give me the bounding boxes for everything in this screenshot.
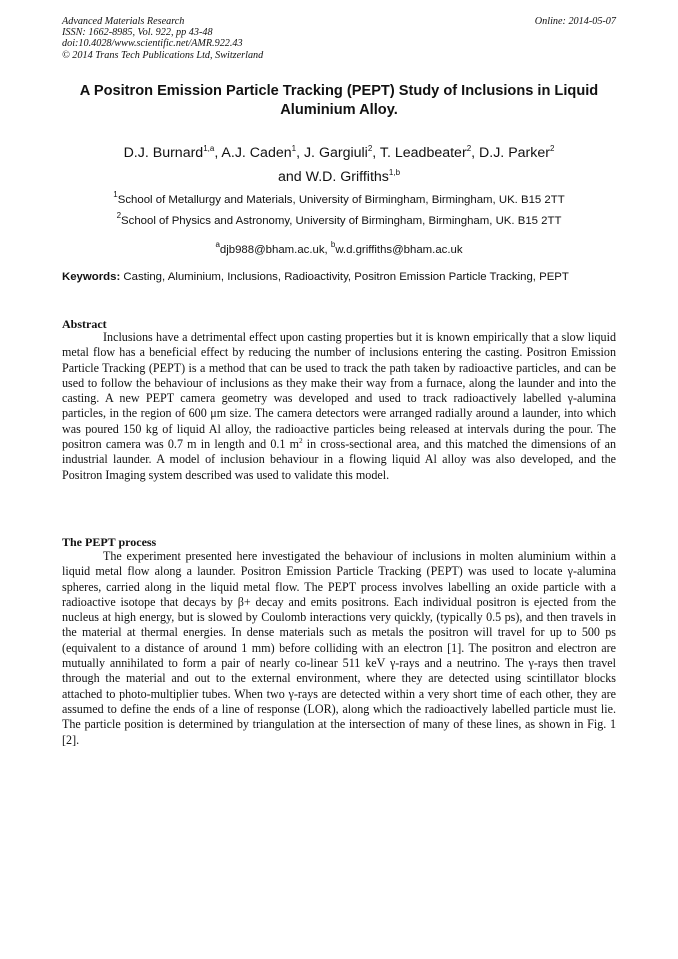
- abstract-heading: Abstract: [62, 317, 107, 331]
- keywords-label: Keywords:: [62, 271, 121, 283]
- keywords: [62, 270, 616, 285]
- author-name: , J. Gargiuli: [296, 145, 368, 161]
- doi: doi:10.4028/www.scientific.net/AMR.922.43: [62, 38, 243, 50]
- email-b[interactable]: w.d.griffiths@bham.ac.uk: [335, 244, 463, 256]
- abstract-sup: 2: [299, 437, 303, 446]
- affiliation-text: School of Physics and Astronomy, University of Birmingham, Birmingham, UK. B15 2TT: [121, 215, 562, 227]
- email-sup: a: [215, 240, 220, 249]
- affiliation-sup: 2: [116, 211, 122, 220]
- author-sup: 2: [466, 144, 472, 153]
- author-name: D.J. Burnard: [123, 145, 204, 161]
- author-line-2: [62, 165, 616, 189]
- author-list: [62, 141, 616, 189]
- copyright: © 2014 Trans Tech Publications Ltd, Switzerland: [62, 49, 264, 61]
- affiliation-1: [62, 190, 616, 207]
- affiliation-text: School of Metallurgy and Materials, University of Birmingham, Birmingham, UK. B15 2TT: [117, 194, 565, 206]
- abstract-paragraph: [62, 330, 616, 483]
- online-date: Online: 2014-05-07: [534, 16, 616, 27]
- pept-paragraph: The experiment presented here investigated the behaviour of inclusions in molten aluminium within a liquid metal flow along a launder. Positron Emission Particle Tracking (PEPT) was used to locate γ-alumina spheres, carried along in the liquid metal flow. The PEPT process involves labelling an oxide particle with a radioactive isotope that decays by β+ decay and emits positrons. Each individual positron is ejected from the nucleus at high energy, but is slowed by Coulomb interactions very quickly, (typically 0.5 ps), and then travels in the material at thermal energies. In dense materials such as metals the positron will travel for up to 500 ps (equivalent to a distance of around 1 mm) before colliding with an electron [1]. The positron and electron are mutually annihilated to form a pair of nearly co-linear 511 keV γ-rays and a neutrino. The γ-rays then travel through the material and out to the external environment, where they are detected using scintillator blocks attached to photo-multiplier tubes. When two γ-rays are detected within a very short time of each other, they are assumed to define the ends of a line of response (LOR), along which the radioactively labelled particle must lie. The particle position is determined by triangulation at the intersection of many of these lines, as shown in Fig. 1 [2].: [62, 549, 616, 747]
- email-a[interactable]: djb988@bham.ac.uk,: [219, 244, 331, 256]
- issn: ISSN: 1662-8985, Vol. 922, pp 43-48: [62, 27, 213, 39]
- abstract-text-end: in cross-sectional area, and this matched the dimensions of an industrial launder. A model of inclusion behaviour in a flowing liquid Al alloy was also developed, and the Positron Imaging system described was used to validate this model.: [62, 437, 617, 482]
- affiliation-2: [62, 211, 616, 228]
- author-sup: 1: [291, 144, 297, 153]
- author-emails: [62, 240, 616, 257]
- author-sup: 1,b: [388, 168, 401, 177]
- author-sup: 2: [549, 144, 555, 153]
- author-line-1: [62, 141, 616, 165]
- abstract-text: Inclusions have a detrimental effect upon casting properties but it is known empirically that a slow liquid metal flow has a beneficial effect by reducing the number of inclusions entering the casting. Positron Emission Particle Tracking (PEPT) is a method that can be used to track the path taken by radioactive particles, and can be used to follow the behaviour of inclusions as they make their way from a furnace, along the launder and into the casting. A new PEPT camera geometry was developed and used to track radioactively labelled γ-alumina particles, in the region of 600 μm size. The camera detectors were arranged radially around a launder, into which was poured 150 kg of liquid Al alloy, the radioactive particles being released at intervals during the pour. The positron camera was 0.7 m in length and 0.1 m: [62, 330, 616, 452]
- keywords-text: Casting, Aluminium, Inclusions, Radioactivity, Positron Emission Particle Tracking, PEPT: [120, 271, 569, 283]
- paper-title: A Positron Emission Particle Tracking (PEPT) Study of Inclusions in Liquid Aluminium Alloy.: [79, 83, 599, 118]
- author-name: and W.D. Griffiths: [277, 169, 389, 185]
- section-heading-pept: The PEPT process: [62, 535, 157, 549]
- affiliation-sup: 1: [113, 190, 118, 199]
- journal-name: Advanced Materials Research: [62, 16, 185, 27]
- author-name: , T. Leadbeater: [372, 145, 467, 161]
- email-sup: b: [330, 240, 336, 249]
- running-header: [62, 16, 616, 61]
- author-sup: 1,a: [203, 144, 215, 153]
- author-name: , D.J. Parker: [471, 145, 550, 161]
- author-name: , A.J. Caden: [214, 145, 292, 161]
- author-sup: 2: [367, 144, 373, 153]
